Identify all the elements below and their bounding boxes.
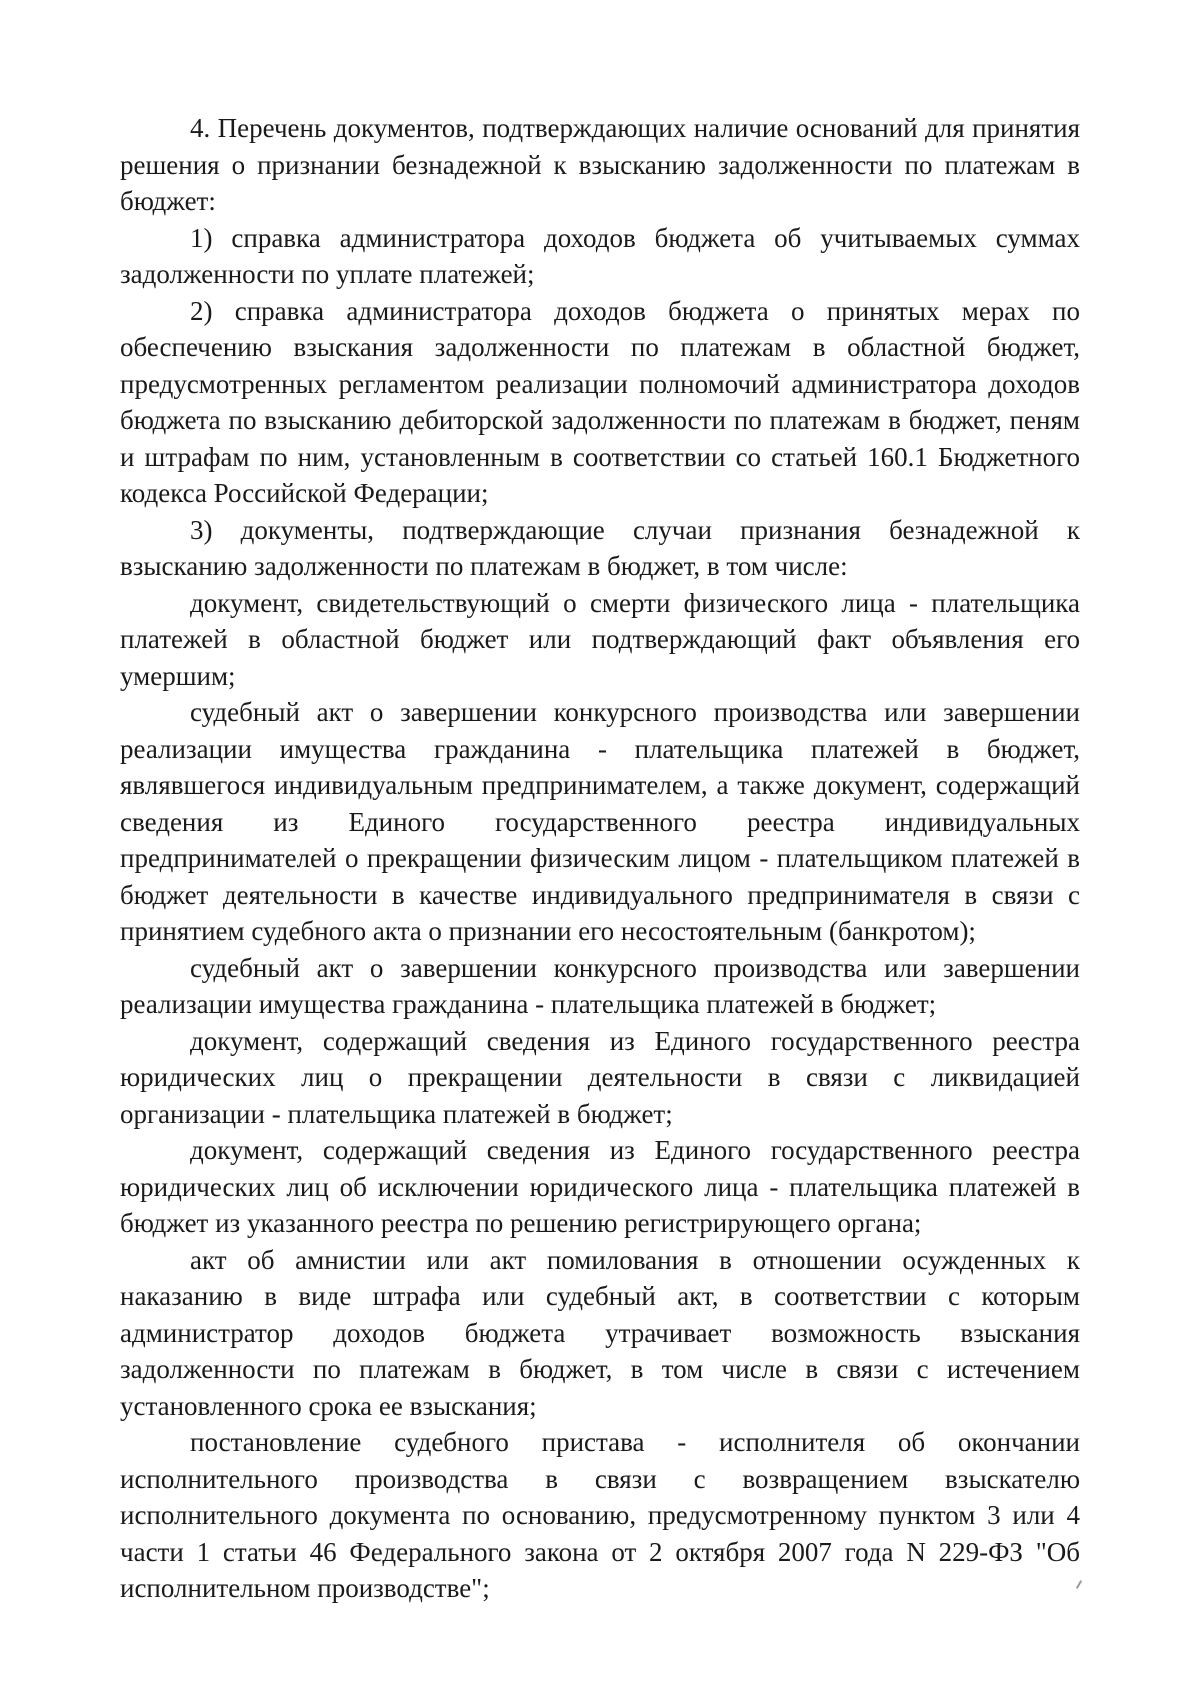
paragraph-subitem-3: 3) документы, подтверждающие случаи признания безнадежной к взысканию задолженности по платежам в бюджет, в том числе:: [120, 514, 1080, 581]
paragraph-bankruptcy-citizen: судебный акт о завершении конкурсного производства или завершении реализации имущества гражданина - плательщика платежей в бюджет;: [120, 952, 1080, 1019]
paragraph-subitem-2: 2) справка администратора доходов бюджета о принятых мерах по обеспечению взыскания задолженности по платежам в областной бюджет, предусмотренных регламентом реализации полномочий администратора доходов бюджета по взысканию дебиторской задолженности по платежам в бюджет, пеням и штрафам по ним, установленным в соответствии со статьей 160.1 Бюджетного кодекса Российской Федерации;: [120, 295, 1080, 508]
paragraph-bailiff-resolution: постановление судебного пристава - исполнителя об окончании исполнительного производства в связи с возвращением взыскателю исполнительного документа по основанию, предусмотренному пунктом 3 или 4 части 1 статьи 46 Федерального закона от 2 октября 2007 года N 229-ФЗ "Об исполнительном производстве";: [120, 1427, 1080, 1603]
paragraph-item-4: 4. Перечень документов, подтверждающих наличие оснований для принятия решения о признании безнадежной к взысканию задолженности по платежам в бюджет:: [120, 113, 1080, 216]
paragraph-liquidation: документ, содержащий сведения из Единого государственного реестра юридических лиц о прекращении деятельности в связи с ликвидацией организации - плательщика платежей в бюджет;: [120, 1025, 1080, 1129]
paragraph-amnesty: акт об амнистии или акт помилования в отношении осужденных к наказанию в виде штрафа или судебный акт, в соответствии с которым администратор доходов бюджета утрачивает возможность взыскания задолженности по платежам в бюджет, в том числе в связи с истечением установленного срока ее взыскания;: [120, 1244, 1080, 1421]
paragraph-bankruptcy-entrepreneur: судебный акт о завершении конкурсного производства или завершении реализации имущества гражданина - плательщика платежей в бюджет, являвшегося индивидуальным предпринимателем, а также документ, содержащий сведения из Единого государственного реестра индивидуальных предпринимателей о прекращении физическим лицом - плательщиком платежей в бюджет деятельности в качестве индивидуального предпринимателя в связи с принятием судебного акта о признании его несостоятельным (банкротом);: [120, 697, 1080, 946]
paragraph-exclusion: документ, содержащий сведения из Единого государственного реестра юридических лиц об исключении юридического лица - плательщика платежей в бюджет из указанного реестра по решению регистрирующего органа;: [120, 1135, 1080, 1238]
paragraph-subitem-1: 1) справка администратора доходов бюджета об учитываемых суммах задолженности по уплате платежей;: [120, 222, 1080, 289]
paragraph-death-document: документ, свидетельствующий о смерти физического лица - плательщика платежей в областной бюджет или подтверждающий факт объявления его умершим;: [120, 587, 1080, 691]
document-body: [120, 110, 1080, 1607]
